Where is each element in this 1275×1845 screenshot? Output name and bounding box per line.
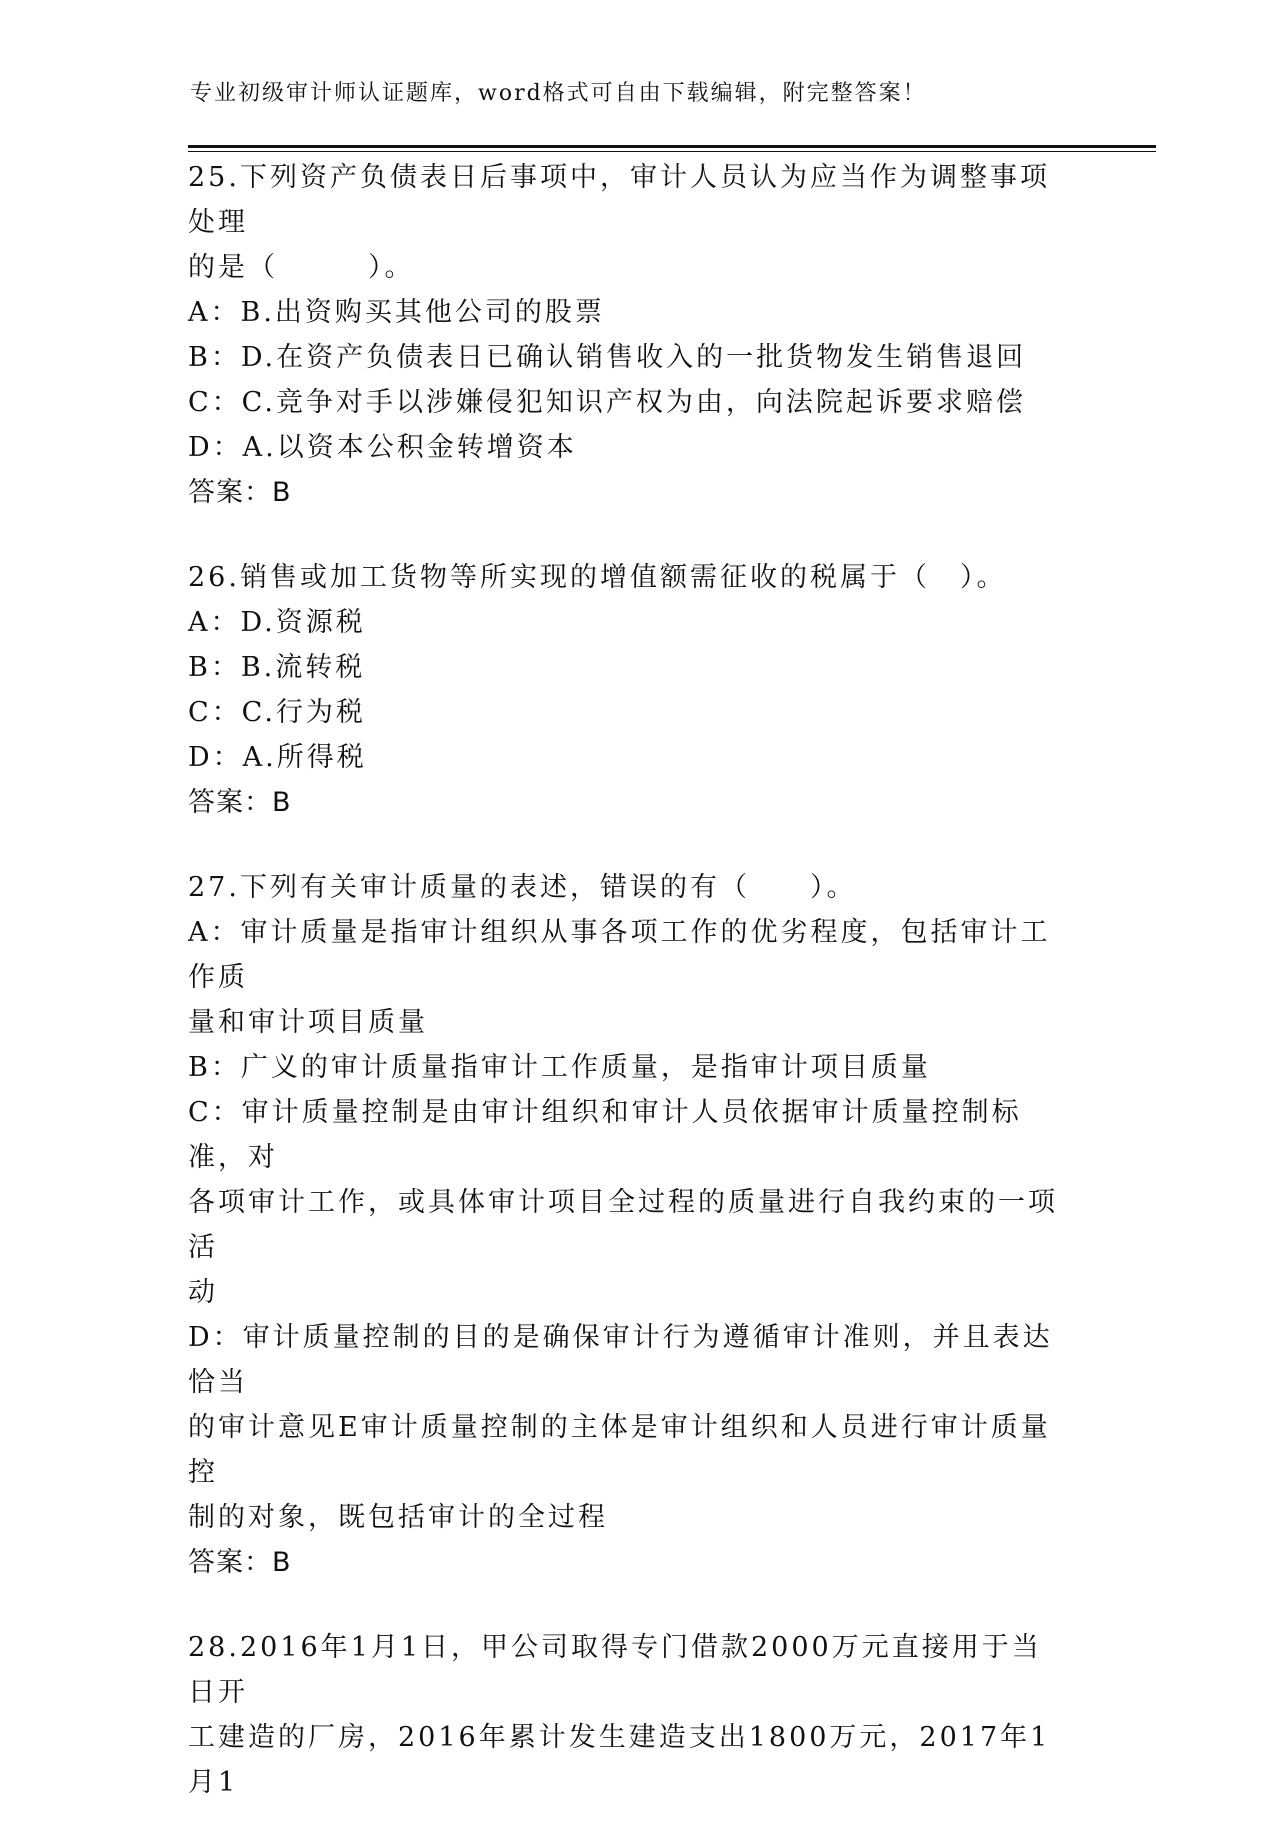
question-stem: 26.销售或加工货物等所实现的增值额需征收的税属于（ ）。 [188,562,1007,593]
option-c-cont: 各项审计工作，或具体审计项目全过程的质量进行自我约束的一项活 [188,1187,1058,1263]
question-25 [188,155,1068,515]
header-rule-thin [188,151,1156,152]
option-d-cont: 制的对象，既包括审计的全过程 [188,1502,608,1533]
answer: 答案：B [188,477,292,508]
question-26 [188,555,1068,825]
page-header: 专业初级审计师认证题库，word格式可自由下载编辑，附完整答案！ [190,81,927,106]
option-b: B：广义的审计质量指审计工作质量，是指审计项目质量 [188,1052,931,1083]
option-a: A：D.资源税 [188,607,366,638]
question-stem: 27.下列有关审计质量的表述，错误的有（ ）。 [188,872,857,903]
option-c: C：C.行为税 [188,697,366,728]
option-b: B：D.在资产负债表日已确认销售收入的一批货物发生销售退回 [188,342,1027,373]
option-d-cont: 的审计意见E审计质量控制的主体是审计组织和人员进行审计质量控 [188,1412,1051,1488]
option-d: D：A.所得税 [188,742,367,773]
option-a: A：审计质量是指审计组织从事各项工作的优劣程度，包括审计工作质 [188,917,1051,993]
option-d: D：审计质量控制的目的是确保审计行为遵循审计准则，并且表达恰当 [188,1322,1053,1398]
question-stem: 25.下列资产负债表日后事项中，审计人员认为应当作为调整事项处理 [188,162,1050,238]
header-rule [188,145,1156,148]
option-a-cont: 量和审计项目质量 [188,1007,428,1038]
option-a: A：B.出资购买其他公司的股票 [188,297,605,328]
answer: 答案：B [188,1547,292,1578]
question-list [188,155,1068,1845]
question-stem: 28.2016年1月1日，甲公司取得专门借款2000万元直接用于当日开 [188,1632,1042,1708]
option-c: C：C.竞争对手以涉嫌侵犯知识产权为由，向法院起诉要求赔偿 [188,387,1026,418]
question-27 [188,865,1068,1585]
question-stem: 的是（ ）。 [188,252,415,283]
option-c-cont: 动 [188,1277,218,1308]
answer: 答案：B [188,787,292,818]
question-28 [188,1625,1068,1805]
option-d: D：A.以资本公积金转增资本 [188,432,577,463]
question-stem: 工建造的厂房，2016年累计发生建造支出1800万元，2017年1月1 [188,1722,1051,1798]
option-b: B：B.流转税 [188,652,366,683]
option-c: C：审计质量控制是由审计组织和审计人员依据审计质量控制标准，对 [188,1097,1022,1173]
